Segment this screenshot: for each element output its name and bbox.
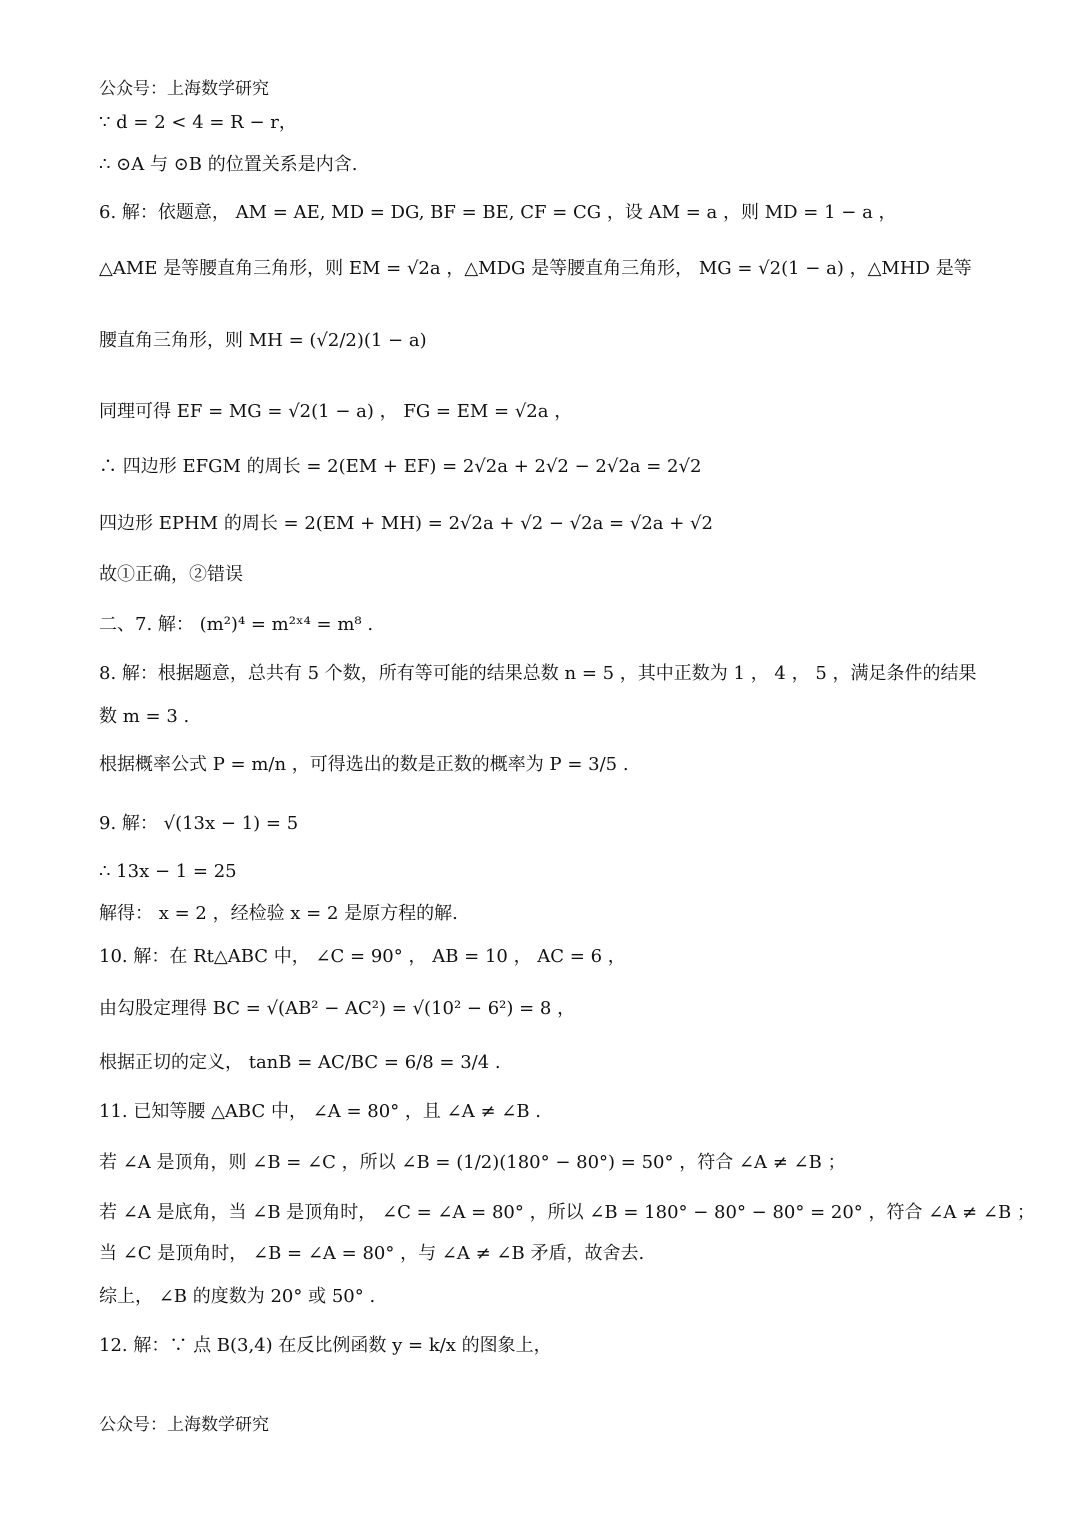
- text-line: 同理可得 EF = MG = √2(1 − a) ， FG = EM = √2a ，: [99, 401, 573, 422]
- page-footer: 公众号：上海数学研究: [99, 1415, 269, 1435]
- text-line: 当 ∠C 是顶角时， ∠B = ∠A = 80° ，与 ∠A ≠ ∠B 矛盾，故舍去.: [99, 1243, 645, 1264]
- text-line: 若 ∠A 是顶角，则 ∠B = ∠C ，所以 ∠B = (1/2)(180° − 80°) = 50° ，符合 ∠A ≠ ∠B ；: [99, 1152, 846, 1173]
- text-line: 根据概率公式 P = m/n ，可得选出的数是正数的概率为 P = 3/5 .: [99, 754, 629, 775]
- text-line: 9. 解： √(13x − 1) = 5: [99, 813, 299, 834]
- text-line: 12. 解：∵ 点 B(3,4) 在反比例函数 y = k/x 的图象上，: [99, 1335, 552, 1356]
- text-line: 若 ∠A 是底角，当 ∠B 是顶角时， ∠C = ∠A = 80° ，所以 ∠B = 180° − 80° − 80° = 20° ，符合 ∠A ≠ ∠B ；: [99, 1202, 1035, 1223]
- text-line: 由勾股定理得 BC = √(AB² − AC²) = √(10² − 6²) = 8 ，: [99, 998, 576, 1019]
- page-header: 公众号：上海数学研究: [99, 79, 269, 99]
- text-line: 解得： x = 2 ，经检验 x = 2 是原方程的解.: [99, 903, 458, 924]
- text-line: ∴ 13x − 1 = 25: [99, 861, 237, 882]
- text-line: ∴ 四边形 EFGM 的周长 = 2(EM + EF) = 2√2a + 2√2 − 2√2a = 2√2: [99, 456, 702, 477]
- text-line: 11. 已知等腰 △ABC 中， ∠A = 80° ，且 ∠A ≠ ∠B .: [99, 1101, 542, 1122]
- text-line: △AME 是等腰直角三角形，则 EM = √2a ，△MDG 是等腰直角三角形， MG = √2(1 − a) ，△MHD 是等: [99, 258, 972, 279]
- text-line: 四边形 EPHM 的周长 = 2(EM + MH) = 2√2a + √2 − √2a = √2a + √2: [99, 513, 713, 534]
- text-line: 8. 解：根据题意，总共有 5 个数，所有等可能的结果总数 n = 5 ，其中正数为 1 ， 4 ， 5 ，满足条件的结果: [99, 663, 977, 684]
- text-line: ∵ d = 2 < 4 = R − r，: [99, 112, 297, 133]
- text-line: 故①正确，②错误: [99, 564, 243, 585]
- text-line: 腰直角三角形，则 MH = (√2/2)(1 − a): [99, 330, 427, 351]
- text-line: 10. 解：在 Rt△ABC 中， ∠C = 90° ， AB = 10 ， AC = 6 ，: [99, 946, 626, 967]
- text-line: 综上， ∠B 的度数为 20° 或 50° .: [99, 1286, 376, 1307]
- text-line: ∴ ⊙A 与 ⊙B 的位置关系是内含.: [99, 154, 358, 175]
- text-line: 6. 解：依题意， AM = AE, MD = DG, BF = BE, CF = CG ，设 AM = a ，则 MD = 1 − a ，: [99, 202, 897, 223]
- text-line: 数 m = 3 .: [99, 706, 190, 727]
- text-line: 二、7. 解： (m²)⁴ = m²ˣ⁴ = m⁸ .: [99, 614, 374, 635]
- text-line: 根据正切的定义， tanB = AC/BC = 6/8 = 3/4 .: [99, 1052, 501, 1073]
